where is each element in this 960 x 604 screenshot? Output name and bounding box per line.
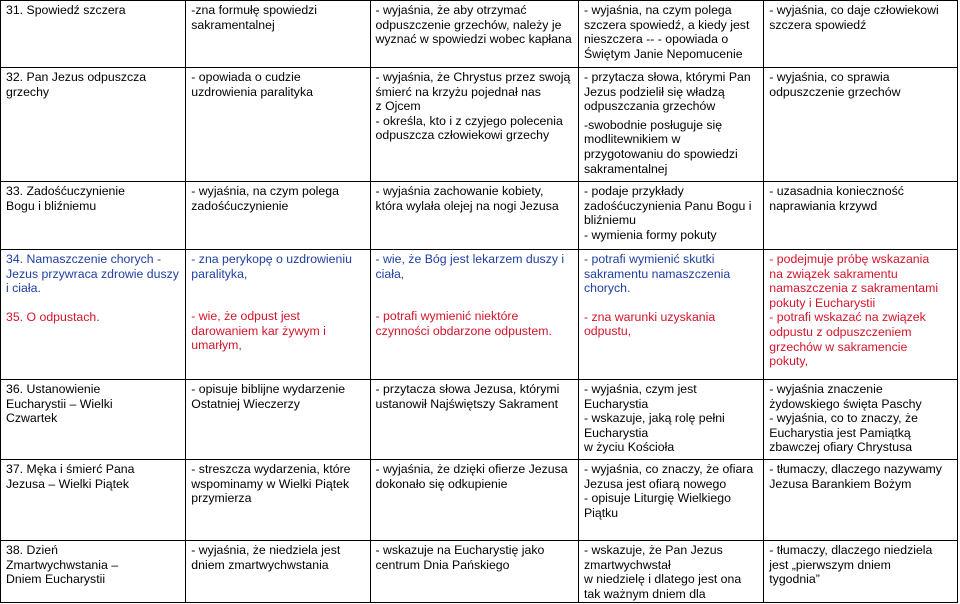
cell-line: odpuszcza człowiekowi grzechy <box>375 128 550 143</box>
requirement-cell-advanced <box>764 68 958 182</box>
cell-line: żydowskiego święta Paschy <box>769 396 922 411</box>
cell-line: - określa, kto i z czyjego polecenia <box>375 113 563 128</box>
cell-line: - opisuje Liturgię Wielkiego <box>583 491 731 506</box>
cell-line: - wskazuje, jaką rolę pełni <box>583 411 725 426</box>
cell-line: 36. Ustanowienie <box>6 382 101 396</box>
cell-line: Eucharystia <box>583 396 649 411</box>
cell-line: jest „pierwszym dniem <box>769 557 891 572</box>
requirement-cell-extended <box>370 182 578 250</box>
cell-line: modlitewnikiem w <box>583 132 681 147</box>
cell-line: - wie, że odpust jest <box>191 309 300 324</box>
requirement-cell-basic <box>186 460 370 541</box>
cell-line: - wskazuje, że Pan Jezus <box>583 543 723 557</box>
topic-cell <box>1 460 186 541</box>
cell-line: Zmartwychwstania – <box>6 557 119 572</box>
cell-line: czynności obdarzone odpustem. <box>375 323 552 338</box>
cell-line: -swobodnie posługuje się <box>583 117 723 132</box>
cell-line: śmierć na krzyżu pojednał nas <box>375 84 541 99</box>
requirement-cell-extended <box>370 68 578 182</box>
cell-line: Eucharystia <box>583 425 649 440</box>
cell-line: -zna formułę spowiedzi <box>191 3 318 17</box>
cell-line: odpuszczania grzechów <box>583 99 716 114</box>
cell-line: Jezusa – Wielki Piątek <box>6 476 130 491</box>
cell-line: ustanowił Najświętszy Sakrament <box>375 396 558 411</box>
cell-line: która wylała olejej na nogi Jezusa <box>375 198 559 213</box>
cell-line: - wyjaśnia, na czym polega <box>583 3 732 17</box>
cell-line: 32. Pan Jezus odpuszcza <box>6 70 147 84</box>
requirement-cell-full <box>578 68 763 182</box>
topic-cell <box>1 68 186 182</box>
cell-line: - tłumaczy, dlaczego niedziela <box>769 543 933 557</box>
cell-line: - podaje przykłady <box>583 184 684 198</box>
cell-line: Czwartek <box>6 411 58 426</box>
topic-cell <box>1 380 186 460</box>
requirement-cell-extended <box>370 1 578 68</box>
table-row-32 <box>1 68 958 182</box>
table-row-37 <box>1 460 958 541</box>
requirement-cell-extended <box>370 460 578 541</box>
req-34 <box>769 252 952 369</box>
requirement-cell-basic <box>186 380 370 460</box>
cell-line: Dniem Eucharystii <box>6 572 106 587</box>
cell-line: wspominamy w Wielki Piątek <box>191 476 350 491</box>
cell-line: - opisuje biblijne wydarzenie <box>191 382 346 396</box>
requirement-cell-advanced <box>764 1 958 68</box>
requirement-cell-basic <box>186 68 370 182</box>
cell-line: bliźniemu <box>583 213 636 228</box>
cell-line: namaszczenia z sakramentami <box>769 281 939 296</box>
cell-line: grzechów w sakramencie <box>769 339 908 354</box>
cell-line: przymierza <box>191 491 252 506</box>
cell-line: sakramentalnej <box>191 17 275 32</box>
cell-line: w niedzielę i dlatego jest ona <box>583 572 742 587</box>
cell-line: - tłumaczy, dlaczego nazywamy <box>769 462 942 476</box>
cell-line: - wie, że Bóg jest lekarzem duszy i <box>375 252 565 266</box>
requirement-cell-full <box>578 182 763 250</box>
cell-line: 31. Spowiedź szczera <box>6 3 126 17</box>
cell-line: - wyjaśnia zachowanie kobiety, <box>375 184 544 198</box>
cell-line: - potrafi wskazać na związek <box>769 310 926 325</box>
req-34 <box>376 252 573 281</box>
cell-line: - zna warunki uzyskania <box>583 309 716 324</box>
topic-34 <box>6 252 180 296</box>
cell-line: - potrafi wymienić niektóre <box>375 309 519 324</box>
cell-line: wyznać w spowiedzi wobec kapłana <box>375 32 572 47</box>
cell-line: - wyjaśnia, czym jest <box>583 382 697 396</box>
cell-line: - uzasadnia konieczność <box>769 184 904 198</box>
cell-line: - wskazuje na Eucharystię jako <box>375 543 545 557</box>
cell-line: Bogu i bliźniemu <box>6 198 97 213</box>
table-row-31 <box>1 1 958 68</box>
cell-line: Jezusa jest ofiarą nowego <box>583 476 727 491</box>
cell-line: - wymienia formy pokuty <box>583 227 717 242</box>
requirement-cell-advanced <box>764 380 958 460</box>
requirement-cell-advanced <box>764 182 958 250</box>
cell-line: pokuty i Eucharystii <box>769 295 876 310</box>
topic-cell <box>1 182 186 250</box>
requirement-cell-extended <box>370 250 578 380</box>
cell-line: - przytacza słowa Jezusa, którymi <box>375 382 560 396</box>
cell-line: odpuszczenie grzechów <box>769 84 901 99</box>
cell-line: 38. Dzień <box>6 543 58 557</box>
req-34 <box>191 252 364 281</box>
cell-line: naprawiania krzywd <box>769 198 878 213</box>
cell-line: tak ważnym dniem dla <box>583 586 706 601</box>
cell-line: zbawczej ofiary Chrystusa <box>769 440 913 455</box>
cell-line: - wyjaśnia, na czym polega <box>191 184 339 198</box>
requirement-cell-advanced <box>764 541 958 603</box>
cell-line: - wyjaśnia, co to znaczy, że <box>769 411 919 426</box>
cell-line: - wyjaśnia, że dzięki ofierze Jezusa <box>375 462 568 476</box>
cell-line: odpuszczenie grzechów, należy je <box>375 17 562 32</box>
cell-line: 33. Zadośćuczynienie <box>6 184 125 198</box>
cell-line: zadośćuczynienia Panu Bogu i <box>583 198 752 213</box>
cell-line: przygotowaniu do spowiedzi <box>583 146 738 161</box>
cell-line: chorych. <box>583 281 631 296</box>
cell-line: - wyjaśnia, co sprawia <box>769 70 890 84</box>
cell-line: Jezus podzielił się władzą <box>583 84 725 99</box>
cell-line: - wyjaśnia, co znaczy, że ofiara <box>583 462 754 476</box>
cell-line: sakramentu namaszczenia <box>583 266 731 281</box>
cell-line: nieszczera -- - opowiada o <box>583 32 729 47</box>
table-row-34-35 <box>1 250 958 380</box>
topic-cell <box>1 541 186 603</box>
requirement-cell-full <box>578 250 763 380</box>
cell-line: - wyjaśnia, że niedziela jest <box>191 543 341 557</box>
requirement-cell-advanced <box>764 250 958 380</box>
requirement-cell-extended <box>370 541 578 603</box>
cell-line: Świętym Janie Nepomucenie <box>583 46 743 61</box>
cell-line: - streszcza wydarzenia, które <box>191 462 351 476</box>
cell-line: odpustu z odpuszczeniem <box>769 324 912 339</box>
requirement-cell-full <box>578 1 763 68</box>
cell-line: Jezus przywraca zdrowie duszy <box>6 266 179 281</box>
req-35 <box>584 310 758 339</box>
cell-line: Ostatniej Wieczerzy <box>191 396 300 411</box>
cell-line: sakramentalnej <box>583 161 668 176</box>
req-35 <box>376 309 573 338</box>
cell-line: w życiu Kościoła <box>583 440 675 455</box>
requirement-cell-basic <box>186 182 370 250</box>
topic-cell <box>1 250 186 380</box>
cell-line: umarłym, <box>191 338 242 353</box>
cell-line: 34. Namaszczenie chorych - <box>6 252 162 266</box>
requirement-cell-full <box>578 380 763 460</box>
cell-line: z Ojcem <box>375 99 421 114</box>
cell-line: - przytacza słowa, którymi Pan <box>583 70 751 84</box>
cell-line: na związek sakramentu <box>769 266 898 281</box>
requirement-cell-full <box>578 541 763 603</box>
cell-line: - potrafi wymienić skutki <box>583 252 715 266</box>
cell-line: Eucharystia jest Pamiątką <box>769 425 911 440</box>
cell-line: - wyjaśnia, że aby otrzymać <box>375 3 527 17</box>
cell-line: odpustu, <box>583 324 632 339</box>
req-35 <box>191 309 364 353</box>
topic-cell <box>1 1 186 68</box>
cell-line: dniem zmartwychwstania <box>191 557 329 572</box>
requirement-cell-full <box>578 460 763 541</box>
req-34 <box>584 252 758 296</box>
cell-line: darowaniem kar żywym i <box>191 323 326 338</box>
cell-line: - wyjaśnia, że Chrystus przez swoją <box>375 70 571 84</box>
cell-line: 37. Męka i śmierć Pana <box>6 462 135 476</box>
cell-line: zmartwychwstał <box>583 557 671 572</box>
cell-line: Eucharystii – Wielki <box>6 396 113 411</box>
table-row-33 <box>1 182 958 250</box>
cell-line: uzdrowienia paralityka <box>191 84 313 99</box>
cell-line: - opowiada o cudzie <box>191 70 301 84</box>
topic-35 <box>6 310 180 325</box>
cell-line: Jezusa Barankiem Bożym <box>769 476 912 491</box>
cell-line: ciała, <box>375 266 405 281</box>
cell-line: - wyjaśnia, co daje człowiekowi <box>769 3 939 17</box>
cell-line: - zna perykopę o uzdrowieniu <box>191 252 352 266</box>
cell-line: szczera spowiedź, a kiedy jest <box>583 17 750 32</box>
table-row-36 <box>1 380 958 460</box>
requirement-cell-basic <box>186 1 370 68</box>
cell-line: - podejmuje próbę wskazania <box>769 252 930 266</box>
cell-line: centrum Dnia Pańskiego <box>375 557 510 572</box>
cell-line: pokuty, <box>769 354 808 369</box>
cell-line: zadośćuczynienie <box>191 198 289 213</box>
cell-line: - wyjaśnia znaczenie <box>769 382 883 396</box>
cell-line: tygodnia” <box>769 572 820 587</box>
cell-line: grzechy <box>6 84 50 99</box>
table-row-38 <box>1 541 958 603</box>
cell-line: 35. O odpustach. <box>6 309 100 324</box>
requirement-cell-basic <box>186 250 370 380</box>
requirement-cell-advanced <box>764 460 958 541</box>
cell-line: dokonało się odkupienie <box>375 476 508 491</box>
cell-line: paralityka, <box>191 266 248 281</box>
cell-line: i ciała. <box>6 281 41 296</box>
cell-line: szczera spowiedź <box>769 17 867 32</box>
requirement-cell-basic <box>186 541 370 603</box>
cell-line: Piątku <box>583 505 619 520</box>
cell-subblock <box>584 118 758 176</box>
requirement-cell-extended <box>370 380 578 460</box>
